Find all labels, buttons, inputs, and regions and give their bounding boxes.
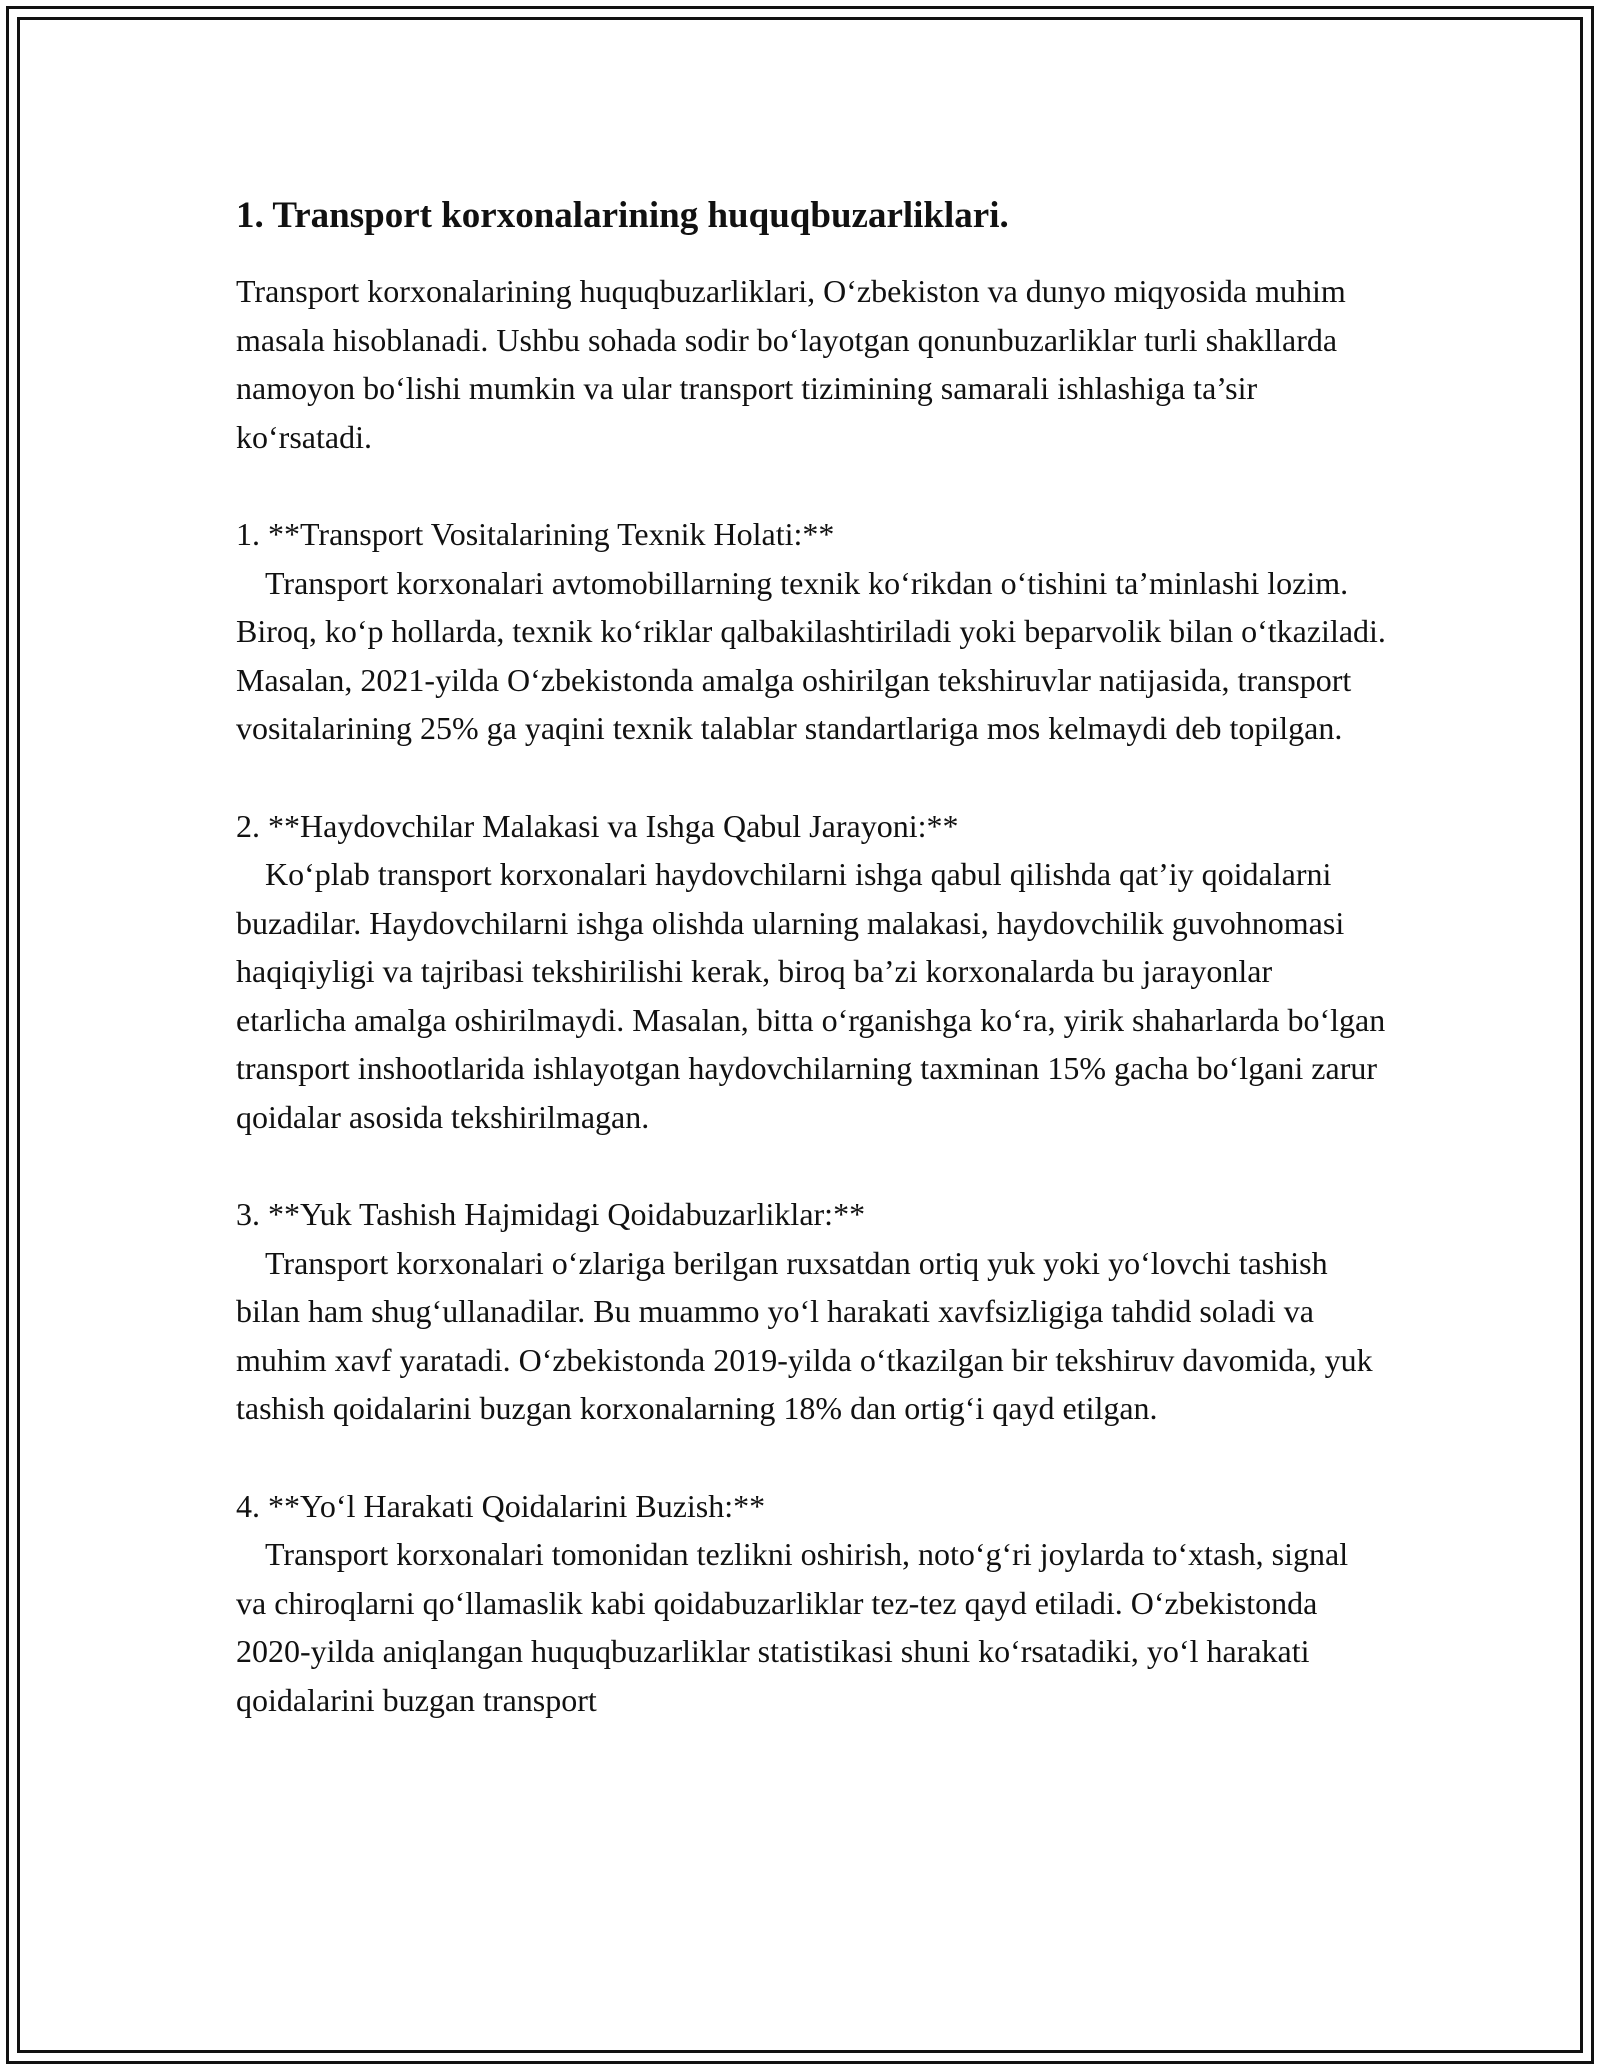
section-body: Transport korxonalari avtomobillarning texnik ko‘rikdan o‘tishini ta’minlashi lozim. Biroq, ko‘p hollarda, texnik ko‘riklar qalbakilashtiriladi yoki beparvolik bilan o‘tkaziladi. Masalan, 2021-yilda O‘zbekistonda amalga oshirilgan tekshiruvlar natijasida, transport vositalarining 25% ga yaqini texnik talablar standartlariga mos kelmaydi deb topilgan. xyxy=(236,564,1386,746)
section-cargo-violations xyxy=(236,1190,1386,1433)
section-heading: 2. **Haydovchilar Malakasi va Ishga Qabul Jarayoni:** xyxy=(236,807,959,844)
section-heading: 3. **Yuk Tashish Hajmidagi Qoidabuzarliklar:** xyxy=(236,1196,866,1232)
section-technical-condition xyxy=(236,510,1386,753)
section-body: Transport korxonalari o‘zlariga berilgan ruxsatdan ortiq yuk yoki yo‘lovchi tashish bilan ham shug‘ullanadilar. Bu muammo yo‘l harakati xavfsizligiga tahdid soladi va muhim xavf yaratadi. O‘zbekistonda 2019-yilda o‘tkazilgan bir tekshiruv davomida, yuk tashish qoidalarini buzgan korxonalarning 18% dan ortig‘i qayd etilgan. xyxy=(236,1244,1373,1426)
document-body xyxy=(236,188,1386,1773)
section-traffic-violations xyxy=(236,1482,1386,1725)
section-heading: 4. **Yo‘l Harakati Qoidalarini Buzish:** xyxy=(236,1487,766,1524)
intro-paragraph: Transport korxonalarining huquqbuzarliklari, O‘zbekiston va dunyo miqyosida muhim masala hisoblanadi. Ushbu sohada sodir bo‘layotgan qonunbuzarliklar turli shakllarda namoyon bo‘lishi mumkin va ular transport tizimining samarali ishlashiga ta’sir ko‘rsatadi. xyxy=(236,273,1346,455)
section-body: Transport korxonalari tomonidan tezlikni oshirish, noto‘g‘ri joylarda to‘xtash, signal va chiroqlarni qo‘llamaslik kabi qoidabuzarliklar tez-tez qayd etiladi. O‘zbekistonda 2020-yilda aniqlangan huquqbuzarliklar statistikasi shuni ko‘rsatadiki, yo‘l harakati qoidalarini buzgan transport xyxy=(236,1536,1349,1718)
section-heading: 1. **Transport Vositalarining Texnik Holati:** xyxy=(236,516,835,552)
section-body: Ko‘plab transport korxonalari haydovchilarni ishga qabul qilishda qat’iy qoidalarni buzadilar. Haydovchilarni ishga olishda ularning malakasi, haydovchilik guvohnomasi haqiqiyligi va tajribasi tekshirilishi kerak, biroq ba’zi korxonalarda bu jarayonlar etarlicha amalga oshirilmaydi. Masalan, bitta o‘rganishga ko‘ra, yirik shaharlarda bo‘lgan transport inshootlarida ishlayotgan haydovchilarning taxminan 15% gacha bo‘lgani zarur qoidalar asosida tekshirilmagan. xyxy=(236,856,1386,1135)
section-driver-qualification xyxy=(236,802,1386,1142)
document-title: 1. Transport korxonalarining huquqbuzarliklari. xyxy=(236,195,1009,236)
